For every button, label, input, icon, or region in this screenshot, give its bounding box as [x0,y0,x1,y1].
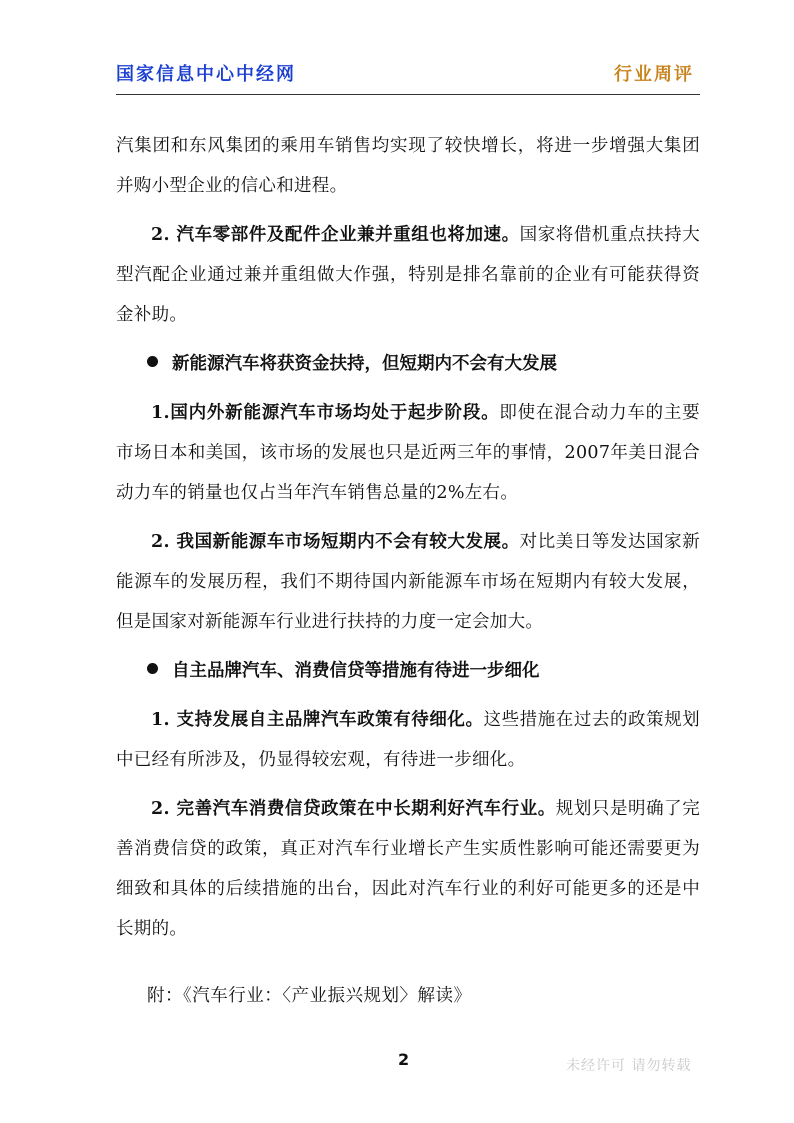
paragraph-lead: 2. 完善汽车消费信贷政策在中长期利好汽车行业。 [151,799,556,819]
paragraph [116,700,700,780]
bullet-icon [147,356,158,367]
bullet-heading-text: 新能源汽车将获资金扶持，但短期内不会有大发展 [172,354,557,374]
paragraph-text: 规划只是明确了完善消费信贷的政策，真正对汽车行业增长产生实质性影响可能还需要更为细致和具体的后续措施的出台，因此对汽车行业的利好可能更多的还是中长期的。 [116,799,700,939]
paragraph [116,215,700,335]
paragraph-lead: 2. 汽车零部件及配件企业兼并重组也将加速。 [151,225,520,245]
paragraph-lead: 1.国内外新能源汽车市场均处于起步阶段。 [151,403,500,423]
bullet-icon [147,663,158,674]
bullet-heading-text: 自主品牌汽车、消费信贷等措施有待进一步细化 [172,661,540,681]
paragraph [116,522,700,642]
paragraph-text: 汽集团和东风集团的乘用车销售均实现了较快增长，将进一步增强大集团并购小型企业的信心和进程。 [116,136,700,196]
paragraph-text: 国家将借机重点扶持大型汽配企业通过兼并重组做大作强，特别是排名靠前的企业有可能获得资金补助。 [116,225,700,325]
page-number: 2 [398,1050,410,1069]
watermark: 未经许可 请勿转载 [566,1058,692,1074]
paragraph [116,126,700,206]
paragraph-lead: 1. 支持发展自主品牌汽车政策有待细化。 [151,710,484,730]
bullet-heading [116,344,700,384]
paragraph-lead: 2. 我国新能源车市场短期内不会有较大发展。 [151,532,520,552]
paragraph-text: 对比美日等发达国家新能源车的发展历程，我们不期待国内新能源车市场在短期内有较大发展，但是国家对新能源车行业进行扶持的力度一定会加大。 [116,532,700,632]
paragraph [116,789,700,949]
paragraph-text: 即使在混合动力车的主要市场日本和美国，该市场的发展也只是近两三年的事情，2007年美日混合动力车的销量也仅占当年汽车销售总量的2%左右。 [116,403,700,503]
document-body [116,126,700,958]
publisher-name: 国家信息中心中经网 [116,64,296,85]
section-label: 行业周评 [614,64,694,85]
appendix-reference: 附：《汽车行业：〈产业振兴规划〉解读》 [147,986,472,1006]
paragraph [116,393,700,513]
page-header [116,56,700,95]
bullet-heading [116,651,700,691]
paragraph-text: 这些措施在过去的政策规划中已经有所涉及，仍显得较宏观，有待进一步细化。 [116,710,700,770]
